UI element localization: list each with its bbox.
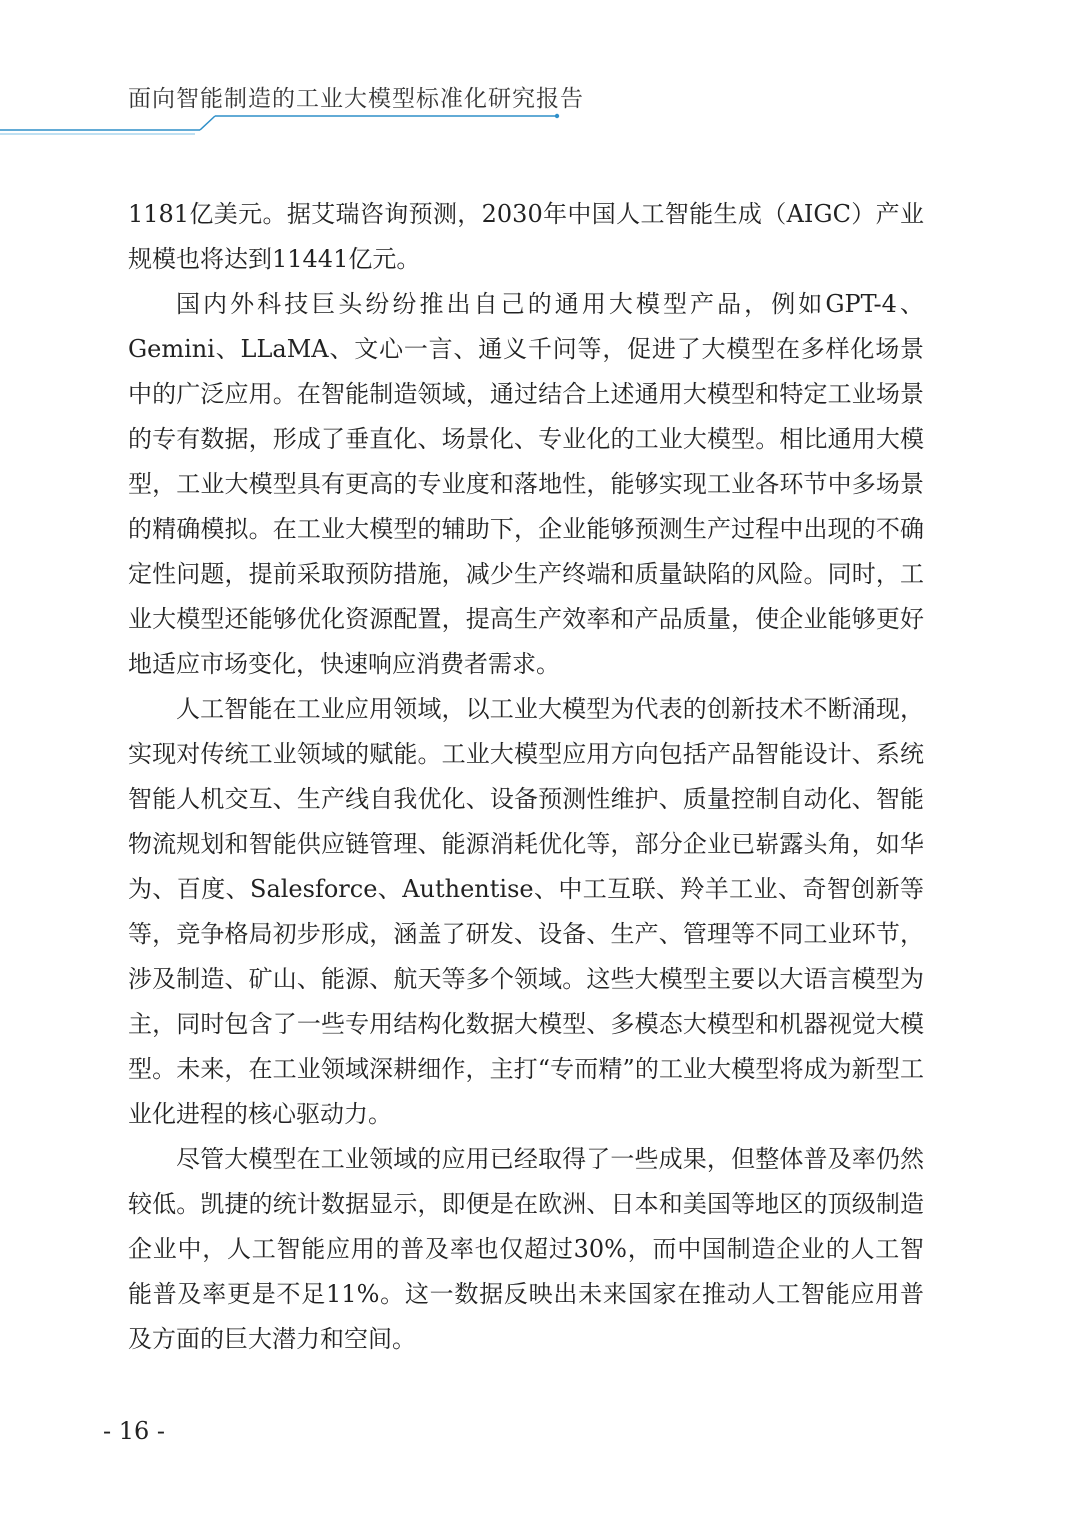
- paragraph-4: 尽管大模型在工业领域的应用已经取得了一些成果，但整体普及率仍然较低。凯捷的统计数据显示，即便是在欧洲、日本和美国等地区的顶级制造企业中，人工智能应用的普及率也仅超过30%，而中国制造企业的人工智能普及率更是不足11%。这一数据反映出未来国家在推动人工智能应用普及方面的巨大潜力和空间。: [128, 1145, 924, 1353]
- header-decorative-line: [0, 108, 570, 138]
- paragraph-3: 人工智能在工业应用领域，以工业大模型为代表的创新技术不断涌现，实现对传统工业领域的赋能。工业大模型应用方向包括产品智能设计、系统智能人机交互、生产线自我优化、设备预测性维护、质量控制自动化、智能物流规划和智能供应链管理、能源消耗优化等，部分企业已崭露头角，如华为、百度、Salesforce、Authentise、中工互联、羚羊工业、奇智创新等等，竞争格局初步形成，涵盖了研发、设备、生产、管理等不同工业环节，涉及制造、矿山、能源、航天等多个领域。这些大模型主要以大语言模型为主，同时包含了一些专用结构化数据大模型、多模态大模型和机器视觉大模型。未来，在工业领域深耕细作，主打“专而精”的工业大模型将成为新型工业化进程的核心驱动力。: [128, 695, 924, 1128]
- body-text: [128, 192, 924, 1362]
- header-title: 面向智能制造的工业大模型标准化研究报告: [128, 86, 584, 112]
- paragraph-2: 国内外科技巨头纷纷推出自己的通用大模型产品，例如GPT-4、Gemini、LLaMA、文心一言、通义千问等，促进了大模型在多样化场景中的广泛应用。在智能制造领域，通过结合上述通用大模型和特定工业场景的专有数据，形成了垂直化、场景化、专业化的工业大模型。相比通用大模型，工业大模型具有更高的专业度和落地性，能够实现工业各环节中多场景的精确模拟。在工业大模型的辅助下，企业能够预测生产过程中出现的不确定性问题，提前采取预防措施，减少生产终端和质量缺陷的风险。同时，工业大模型还能够优化资源配置，提高生产效率和产品质量，使企业能够更好地适应市场变化，快速响应消费者需求。: [128, 290, 924, 678]
- paragraph-1: 1181亿美元。据艾瑞咨询预测，2030年中国人工智能生成（AIGC）产业规模也将达到11441亿元。: [128, 200, 924, 273]
- page-number: - 16 -: [103, 1417, 166, 1445]
